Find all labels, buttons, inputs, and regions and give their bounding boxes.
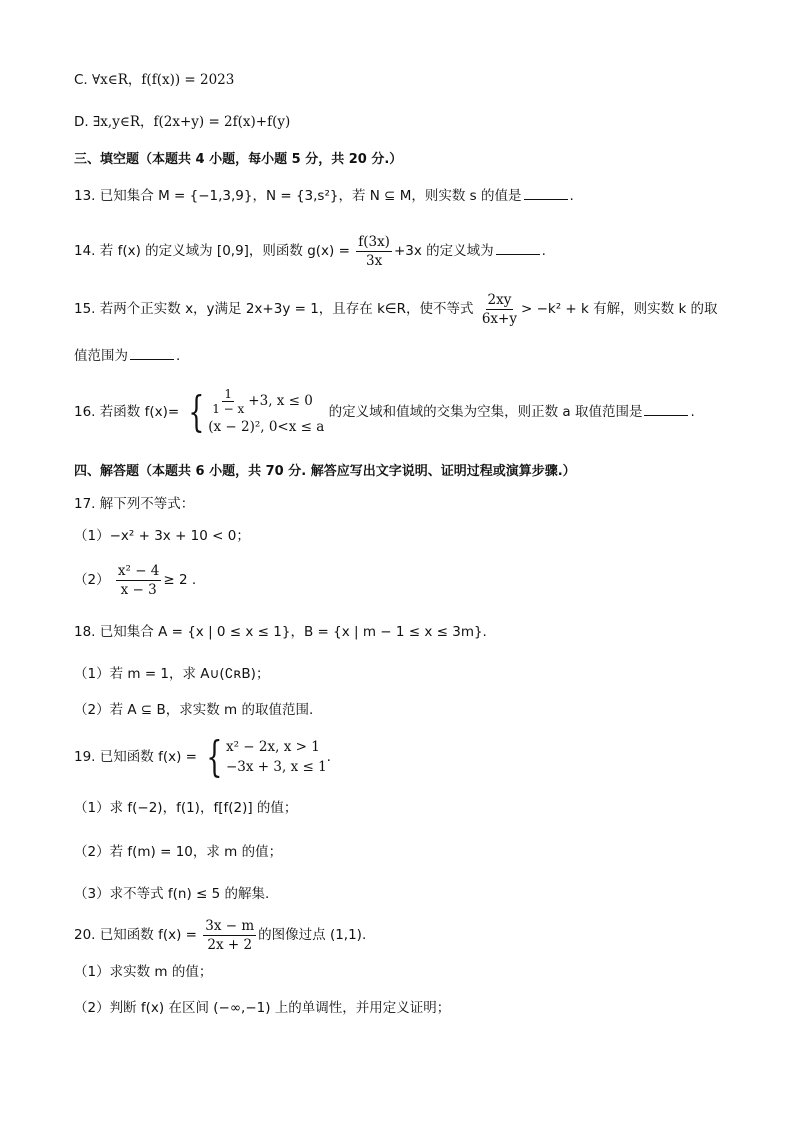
punct: . — [176, 348, 181, 364]
question-17-part-2 — [74, 560, 734, 600]
question-20 — [74, 916, 734, 954]
question-17 — [74, 494, 734, 514]
question-19 — [74, 734, 734, 782]
question-15-cont — [74, 346, 734, 366]
punct: . — [326, 749, 331, 765]
fraction — [203, 917, 256, 954]
question-number: 13. — [74, 188, 96, 204]
option-label: D. — [74, 114, 89, 130]
option-c — [74, 70, 734, 90]
part-text: ≥ 2 . — [163, 572, 197, 588]
piecewise — [201, 732, 327, 781]
question-20-part-2: （2）判断 f(x) 在区间 (−∞,−1) 上的单调性，并用定义证明； — [74, 1000, 451, 1016]
case-1 — [208, 387, 324, 416]
numerator: f(3x) — [358, 233, 390, 250]
question-text: 若两个正实数 x，y满足 2x+3y = 1，且存在 k∈R，使不等式 — [99, 301, 474, 317]
question-16 — [74, 382, 734, 444]
fraction — [356, 233, 392, 270]
question-number: 16. — [74, 404, 96, 420]
denominator: 3x — [365, 252, 383, 269]
cases — [226, 737, 327, 777]
cases — [208, 387, 324, 438]
denominator: x − 3 — [120, 581, 157, 598]
question-18-part-2: （2）若 A ⊆ B，求实数 m 的取值范围. — [74, 702, 314, 718]
case-2: (x − 2)², 0<x ≤ a — [208, 418, 325, 435]
question-text: 解下列不等式： — [99, 496, 195, 512]
question-text: 已知集合 M = {−1,3,9}，N = {3,s²}，若 N ⊆ M，则实数 s 的值是 — [99, 188, 522, 204]
fraction — [480, 291, 519, 328]
section-heading-fill-in: 三、填空题（本题共 4 小题，每小题 5 分，共 20 分.） — [74, 152, 403, 167]
left-brace: { — [206, 732, 223, 781]
question-19-part-1: （1）求 f(−2)，f(1)，f[f(2)] 的值； — [74, 800, 298, 816]
numerator: 3x − m — [205, 917, 255, 934]
question-15 — [74, 290, 734, 328]
question-number: 20. — [74, 927, 96, 943]
question-text: 若 f(x) 的定义域为 [0,9]，则函数 g(x) = — [99, 243, 350, 259]
case-1: x² − 2x, x > 1 — [225, 739, 320, 755]
case-2: −3x + 3, x ≤ 1 — [225, 759, 327, 775]
option-label: C. — [74, 72, 88, 88]
answer-blank — [644, 403, 688, 416]
answer-blank — [130, 347, 174, 360]
question-number: 19. — [74, 749, 96, 765]
option-text: ∃x,y∈R，f(2x+y) = 2f(x)+f(y) — [92, 114, 291, 130]
section-heading-solutions: 四、解答题（本题共 6 小题，共 70 分. 解答应写出文字说明、证明过程或演算步骤.） — [74, 464, 576, 479]
answer-blank — [496, 242, 540, 255]
question-number: 18. — [74, 624, 96, 640]
denominator: 1 − x — [212, 401, 245, 416]
answer-blank — [524, 187, 568, 200]
question-14 — [74, 232, 734, 270]
question-text: > −k² + k 有解，则实数 k 的取 — [521, 301, 718, 317]
piecewise — [183, 387, 324, 438]
denominator: 2x + 2 — [207, 936, 253, 953]
question-text: 的图像过点 (1,1). — [258, 927, 367, 943]
question-number: 17. — [74, 496, 96, 512]
numerator: x² − 4 — [117, 562, 160, 579]
question-13 — [74, 186, 734, 206]
question-text: 已知函数 f(x) = — [99, 927, 197, 943]
question-text: 值范围为 — [74, 348, 128, 364]
fraction — [116, 562, 162, 599]
question-number: 14. — [74, 243, 96, 259]
numerator: 1 — [224, 386, 233, 401]
question-text: +3x 的定义域为 — [393, 243, 494, 259]
case-text: +3, x ≤ 0 — [248, 392, 313, 409]
question-text: 已知函数 f(x) = — [99, 749, 197, 765]
part-label: （2） — [74, 572, 110, 588]
option-text: ∀x∈R，f(f(x)) = 2023 — [92, 72, 235, 88]
fraction — [210, 387, 246, 416]
punct: . — [569, 188, 574, 204]
question-text: 若函数 f(x)= — [99, 404, 180, 420]
left-brace: { — [188, 387, 205, 436]
question-18 — [74, 622, 734, 642]
question-text: 的定义域和值域的交集为空集，则正数 a 取值范围是 — [328, 404, 643, 420]
punct: . — [690, 404, 695, 420]
question-20-part-1: （1）求实数 m 的值； — [74, 964, 213, 980]
question-number: 15. — [74, 301, 96, 317]
question-19-part-2: （2）若 f(m) = 10，求 m 的值； — [74, 844, 283, 860]
option-d — [74, 112, 734, 132]
question-text: 已知集合 A = {x | 0 ≤ x ≤ 1}，B = {x | m − 1 ≤ x ≤ 3m}. — [99, 624, 487, 640]
question-18-part-1: （1）若 m = 1，求 A∪(∁ʀB)； — [74, 666, 270, 682]
question-17-part-1: （1）−x² + 3x + 10 < 0； — [74, 528, 250, 544]
numerator: 2xy — [487, 291, 512, 308]
denominator: 6x+y — [481, 310, 517, 327]
question-19-part-3: （3）求不等式 f(n) ≤ 5 的解集. — [74, 886, 270, 902]
punct: . — [541, 243, 546, 259]
